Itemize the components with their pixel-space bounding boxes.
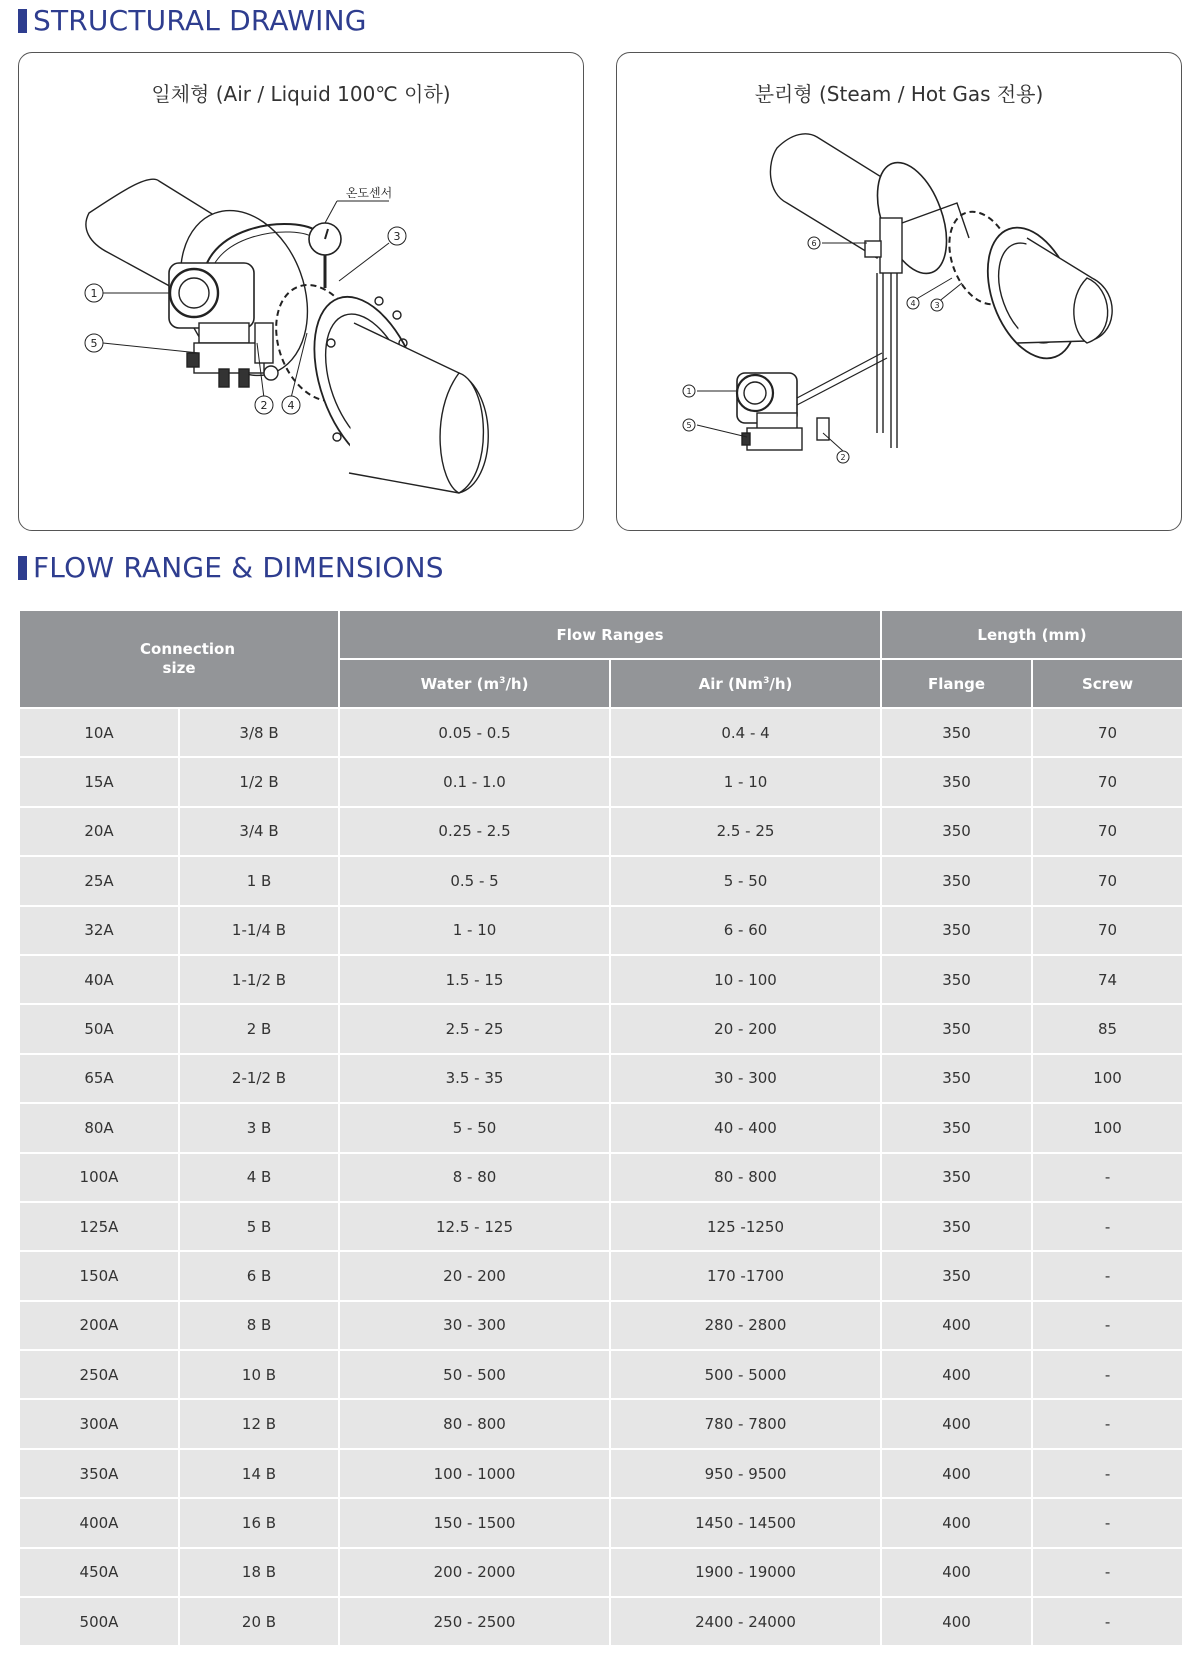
cell-air: 6 - 60 [610,906,881,955]
separated-type-caption: 분리형 (Steam / Hot Gas 전용) [754,82,1044,106]
cell-flange: 350 [881,1251,1032,1300]
callout-3: 3 [934,301,940,310]
cell-flange: 400 [881,1399,1032,1448]
cell-size-b: 3/8 B [179,708,339,757]
header-flange: Flange [881,659,1032,708]
cell-size-b: 6 B [179,1251,339,1300]
callout-1: 1 [686,387,692,396]
cell-size-a: 500A [19,1597,179,1646]
cell-size-b: 1-1/2 B [179,955,339,1004]
table-row [19,708,1183,757]
cell-flange: 400 [881,1301,1032,1350]
cell-water: 0.5 - 5 [339,856,610,905]
flow-range-title: FLOW RANGE & DIMENSIONS [33,551,444,584]
cell-size-a: 20A [19,807,179,856]
cell-flange: 350 [881,856,1032,905]
flow-range-heading [18,551,444,584]
cell-size-b: 20 B [179,1597,339,1646]
integrated-type-drawing [19,53,585,532]
separated-type-panel [616,52,1182,531]
cell-water: 1 - 10 [339,906,610,955]
cell-flange: 350 [881,1103,1032,1152]
cell-size-b: 5 B [179,1202,339,1251]
temperature-sensor-label: 온도센서 [345,186,393,200]
table-row [19,1202,1183,1251]
cell-air: 5 - 50 [610,856,881,905]
cell-flange: 400 [881,1350,1032,1399]
cell-size-a: 15A [19,757,179,806]
cell-air: 1 - 10 [610,757,881,806]
cell-size-a: 80A [19,1103,179,1152]
cell-water: 3.5 - 35 [339,1054,610,1103]
flow-table-body [19,708,1183,1646]
structural-drawing-title: STRUCTURAL DRAWING [33,4,367,37]
cell-air: 125 -1250 [610,1202,881,1251]
cell-size-a: 400A [19,1498,179,1547]
cell-screw: - [1032,1301,1183,1350]
cell-air: 170 -1700 [610,1251,881,1300]
cell-size-b: 3/4 B [179,807,339,856]
cell-size-a: 200A [19,1301,179,1350]
cell-water: 150 - 1500 [339,1498,610,1547]
cell-air: 30 - 300 [610,1054,881,1103]
cell-flange: 350 [881,708,1032,757]
cell-water: 200 - 2000 [339,1548,610,1597]
table-row [19,1498,1183,1547]
cell-flange: 350 [881,955,1032,1004]
cell-flange: 400 [881,1548,1032,1597]
cell-air: 20 - 200 [610,1004,881,1053]
cell-screw: - [1032,1399,1183,1448]
cell-air: 780 - 7800 [610,1399,881,1448]
table-row [19,856,1183,905]
cell-water: 5 - 50 [339,1103,610,1152]
cell-flange: 350 [881,1004,1032,1053]
table-row [19,1399,1183,1448]
cell-flange: 350 [881,1153,1032,1202]
cell-flange: 350 [881,906,1032,955]
cell-water: 50 - 500 [339,1350,610,1399]
cell-air: 40 - 400 [610,1103,881,1152]
cell-screw: 70 [1032,708,1183,757]
table-row [19,807,1183,856]
cell-size-b: 1 B [179,856,339,905]
cell-flange: 350 [881,1054,1032,1103]
header-connection-size: Connection size [19,610,339,708]
callout-5: 5 [90,337,98,350]
cell-water: 100 - 1000 [339,1449,610,1498]
cell-screw: - [1032,1597,1183,1646]
cell-air: 950 - 9500 [610,1449,881,1498]
cell-size-a: 300A [19,1399,179,1448]
cell-size-b: 2-1/2 B [179,1054,339,1103]
table-row [19,906,1183,955]
cell-size-a: 450A [19,1548,179,1597]
cell-water: 250 - 2500 [339,1597,610,1646]
cell-size-a: 125A [19,1202,179,1251]
cell-screw: - [1032,1153,1183,1202]
table-row [19,1004,1183,1053]
integrated-type-caption: 일체형 (Air / Liquid 100℃ 이하) [151,82,451,106]
header-flow-ranges: Flow Ranges [339,610,881,659]
cell-screw: 70 [1032,757,1183,806]
table-row [19,757,1183,806]
cell-screw: - [1032,1251,1183,1300]
flow-range-table [18,609,1184,1647]
cell-air: 0.4 - 4 [610,708,881,757]
cell-size-b: 14 B [179,1449,339,1498]
cell-water: 8 - 80 [339,1153,610,1202]
cell-water: 0.25 - 2.5 [339,807,610,856]
cell-air: 10 - 100 [610,955,881,1004]
cell-size-a: 32A [19,906,179,955]
callout-1: 1 [90,287,98,300]
cell-water: 30 - 300 [339,1301,610,1350]
cell-size-a: 100A [19,1153,179,1202]
cell-air: 2.5 - 25 [610,807,881,856]
cell-air: 1900 - 19000 [610,1548,881,1597]
header-water: Water $(m^3/h)$ [339,659,610,708]
structural-drawing-heading [18,4,367,37]
cell-air: 1450 - 14500 [610,1498,881,1547]
cell-size-b: 10 B [179,1350,339,1399]
cell-water: 0.05 - 0.5 [339,708,610,757]
header-length: Length (mm) [881,610,1183,659]
callout-6: 6 [811,239,817,248]
cell-air: 2400 - 24000 [610,1597,881,1646]
header-screw: Screw [1032,659,1183,708]
cell-size-b: 4 B [179,1153,339,1202]
cell-size-a: 250A [19,1350,179,1399]
heading-bar [18,556,27,580]
callout-2: 2 [840,453,846,462]
cell-flange: 350 [881,1202,1032,1251]
cell-screw: - [1032,1449,1183,1498]
table-row [19,1251,1183,1300]
header-air: Air (Nm$^3$/h) [610,659,881,708]
cell-screw: - [1032,1498,1183,1547]
cell-flange: 350 [881,807,1032,856]
table-row [19,1153,1183,1202]
cell-screw: 100 [1032,1103,1183,1152]
heading-bar [18,9,27,33]
callout-4: 4 [910,299,916,308]
cell-flange: 400 [881,1597,1032,1646]
cell-size-b: 18 B [179,1548,339,1597]
table-row [19,1103,1183,1152]
table-row [19,1350,1183,1399]
cell-size-a: 25A [19,856,179,905]
cell-screw: - [1032,1548,1183,1597]
cell-screw: 70 [1032,906,1183,955]
cell-size-b: 16 B [179,1498,339,1547]
cell-water: 20 - 200 [339,1251,610,1300]
callout-2: 2 [260,399,268,412]
cell-size-a: 40A [19,955,179,1004]
cell-water: 2.5 - 25 [339,1004,610,1053]
table-row [19,955,1183,1004]
cell-air: 80 - 800 [610,1153,881,1202]
cell-size-b: 2 B [179,1004,339,1053]
cell-size-b: 3 B [179,1103,339,1152]
callout-4: 4 [287,399,295,412]
cell-screw: 74 [1032,955,1183,1004]
cell-screw: 70 [1032,856,1183,905]
cell-size-b: 1/2 B [179,757,339,806]
cell-screw: - [1032,1202,1183,1251]
table-row [19,1597,1183,1646]
cell-size-a: 10A [19,708,179,757]
cell-size-b: 1-1/4 B [179,906,339,955]
table-row [19,1301,1183,1350]
cell-size-a: 65A [19,1054,179,1103]
cell-air: 500 - 5000 [610,1350,881,1399]
cell-flange: 350 [881,757,1032,806]
callout-3: 3 [393,230,401,243]
cell-screw: 85 [1032,1004,1183,1053]
table-row [19,1548,1183,1597]
callout-5: 5 [686,421,692,430]
cell-water: 0.1 - 1.0 [339,757,610,806]
cell-flange: 400 [881,1449,1032,1498]
cell-water: 80 - 800 [339,1399,610,1448]
cell-flange: 400 [881,1498,1032,1547]
table-row [19,1054,1183,1103]
cell-size-b: 8 B [179,1301,339,1350]
cell-size-a: 150A [19,1251,179,1300]
cell-air: 280 - 2800 [610,1301,881,1350]
cell-size-a: 350A [19,1449,179,1498]
table-row [19,1449,1183,1498]
cell-size-b: 12 B [179,1399,339,1448]
cell-screw: - [1032,1350,1183,1399]
cell-water: 12.5 - 125 [339,1202,610,1251]
integrated-type-panel [18,52,584,531]
cell-water: 1.5 - 15 [339,955,610,1004]
cell-screw: 100 [1032,1054,1183,1103]
cell-size-a: 50A [19,1004,179,1053]
cell-screw: 70 [1032,807,1183,856]
separated-type-drawing [617,53,1183,532]
